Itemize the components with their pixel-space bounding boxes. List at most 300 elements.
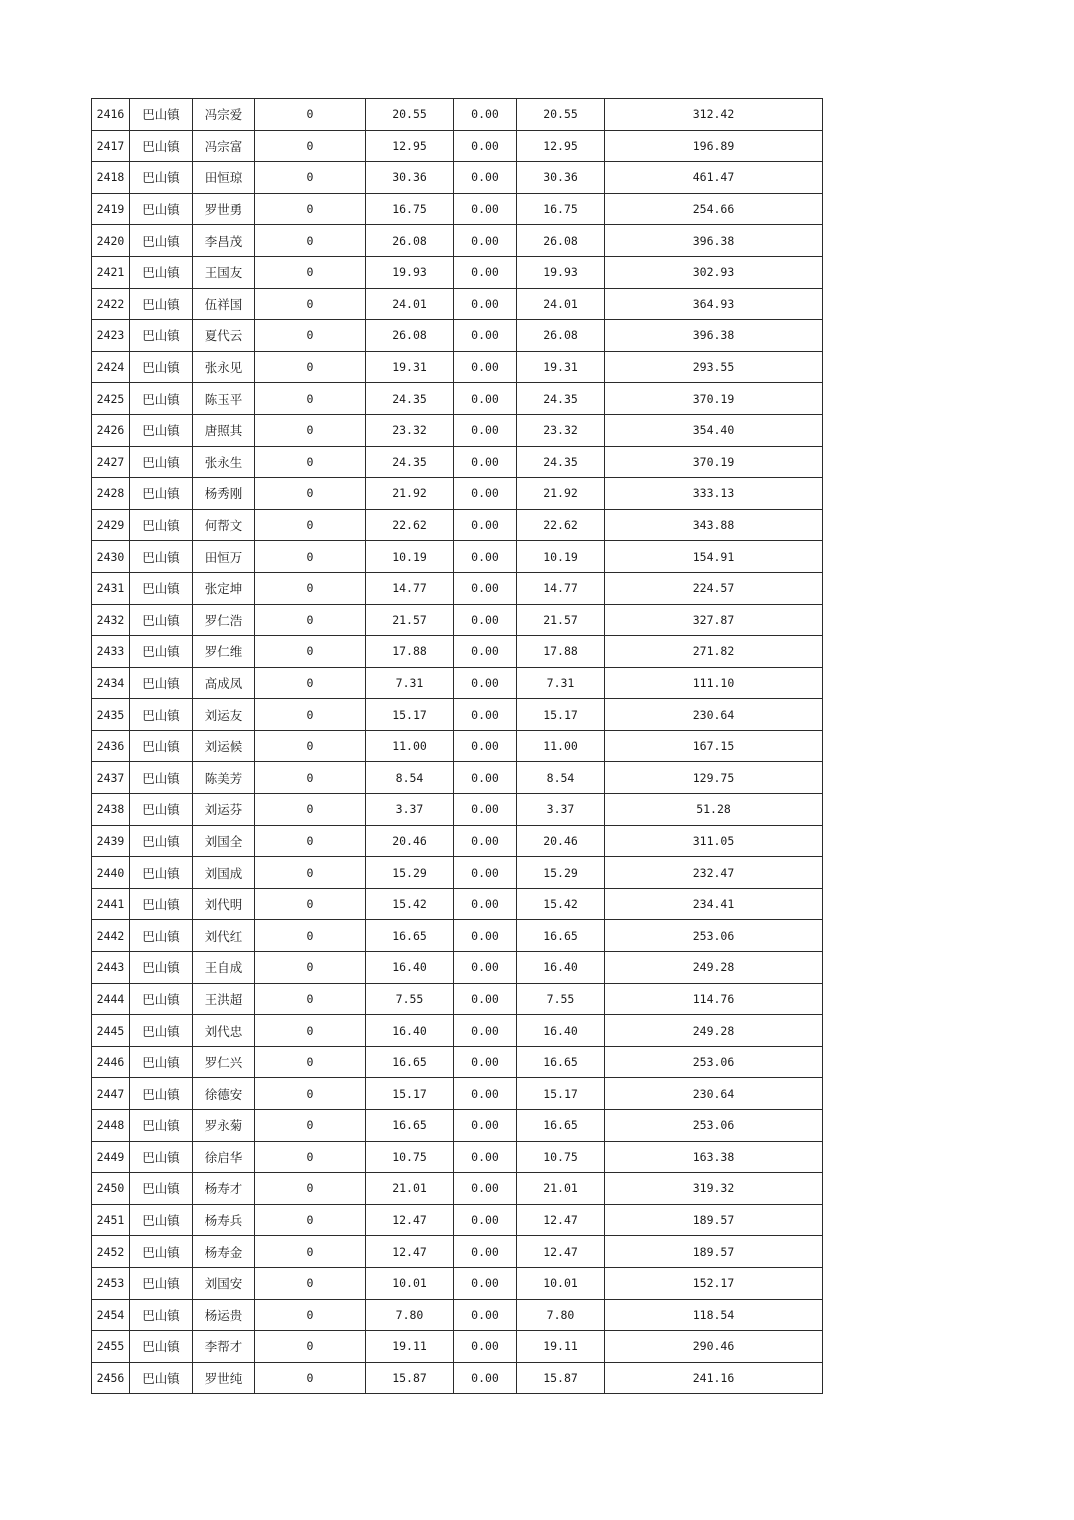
- row-number-cell: 2433: [92, 636, 130, 668]
- amount-cell: 241.16: [605, 1362, 823, 1394]
- table-row: [92, 1078, 823, 1110]
- value-b-cell: 12.95: [366, 130, 454, 162]
- value-c-cell: 0.00: [454, 1110, 517, 1142]
- value-b-cell: 15.42: [366, 888, 454, 920]
- amount-cell: 312.42: [605, 99, 823, 131]
- amount-cell: 118.54: [605, 1299, 823, 1331]
- name-cell: 刘运芬: [193, 794, 255, 826]
- table-row: [92, 446, 823, 478]
- value-b-cell: 24.35: [366, 446, 454, 478]
- town-cell: 巴山镇: [130, 1236, 193, 1268]
- value-c-cell: 0.00: [454, 193, 517, 225]
- row-number-cell: 2417: [92, 130, 130, 162]
- town-cell: 巴山镇: [130, 952, 193, 984]
- name-cell: 何帮文: [193, 509, 255, 541]
- amount-cell: 396.38: [605, 225, 823, 257]
- value-a-cell: 0: [255, 762, 366, 794]
- value-d-cell: 24.35: [517, 383, 605, 415]
- value-b-cell: 21.57: [366, 604, 454, 636]
- row-number-cell: 2447: [92, 1078, 130, 1110]
- value-c-cell: 0.00: [454, 1141, 517, 1173]
- value-a-cell: 0: [255, 1236, 366, 1268]
- value-c-cell: 0.00: [454, 1015, 517, 1047]
- value-d-cell: 19.11: [517, 1331, 605, 1363]
- value-b-cell: 16.40: [366, 952, 454, 984]
- table-row: [92, 383, 823, 415]
- value-d-cell: 26.08: [517, 320, 605, 352]
- value-b-cell: 19.93: [366, 256, 454, 288]
- name-cell: 高成凤: [193, 667, 255, 699]
- value-c-cell: 0.00: [454, 604, 517, 636]
- value-b-cell: 17.88: [366, 636, 454, 668]
- value-a-cell: 0: [255, 604, 366, 636]
- name-cell: 罗永菊: [193, 1110, 255, 1142]
- value-c-cell: 0.00: [454, 478, 517, 510]
- amount-cell: 114.76: [605, 983, 823, 1015]
- value-d-cell: 24.01: [517, 288, 605, 320]
- table-row: [92, 1267, 823, 1299]
- town-cell: 巴山镇: [130, 572, 193, 604]
- row-number-cell: 2427: [92, 446, 130, 478]
- amount-cell: 302.93: [605, 256, 823, 288]
- table-row: [92, 667, 823, 699]
- amount-cell: 189.57: [605, 1236, 823, 1268]
- value-c-cell: 0.00: [454, 699, 517, 731]
- town-cell: 巴山镇: [130, 1204, 193, 1236]
- table-row: [92, 130, 823, 162]
- value-a-cell: 0: [255, 730, 366, 762]
- town-cell: 巴山镇: [130, 1078, 193, 1110]
- name-cell: 冯宗富: [193, 130, 255, 162]
- value-d-cell: 19.31: [517, 351, 605, 383]
- value-a-cell: 0: [255, 288, 366, 320]
- value-d-cell: 15.29: [517, 857, 605, 889]
- value-c-cell: 0.00: [454, 1267, 517, 1299]
- value-d-cell: 16.40: [517, 1015, 605, 1047]
- value-b-cell: 15.17: [366, 699, 454, 731]
- value-b-cell: 7.80: [366, 1299, 454, 1331]
- value-d-cell: 16.40: [517, 952, 605, 984]
- name-cell: 刘运友: [193, 699, 255, 731]
- value-b-cell: 26.08: [366, 225, 454, 257]
- amount-cell: 290.46: [605, 1331, 823, 1363]
- row-number-cell: 2442: [92, 920, 130, 952]
- row-number-cell: 2452: [92, 1236, 130, 1268]
- value-a-cell: 0: [255, 952, 366, 984]
- amount-cell: 111.10: [605, 667, 823, 699]
- value-b-cell: 21.92: [366, 478, 454, 510]
- name-cell: 张永见: [193, 351, 255, 383]
- row-number-cell: 2419: [92, 193, 130, 225]
- name-cell: 田恒琼: [193, 162, 255, 194]
- value-b-cell: 23.32: [366, 414, 454, 446]
- value-b-cell: 19.31: [366, 351, 454, 383]
- value-d-cell: 21.92: [517, 478, 605, 510]
- value-a-cell: 0: [255, 446, 366, 478]
- row-number-cell: 2441: [92, 888, 130, 920]
- row-number-cell: 2439: [92, 825, 130, 857]
- value-b-cell: 30.36: [366, 162, 454, 194]
- value-c-cell: 0.00: [454, 99, 517, 131]
- value-c-cell: 0.00: [454, 1299, 517, 1331]
- name-cell: 徐德安: [193, 1078, 255, 1110]
- table-row: [92, 888, 823, 920]
- value-c-cell: 0.00: [454, 572, 517, 604]
- row-number-cell: 2429: [92, 509, 130, 541]
- value-b-cell: 3.37: [366, 794, 454, 826]
- amount-cell: 249.28: [605, 1015, 823, 1047]
- town-cell: 巴山镇: [130, 256, 193, 288]
- row-number-cell: 2422: [92, 288, 130, 320]
- amount-cell: 354.40: [605, 414, 823, 446]
- value-c-cell: 0.00: [454, 920, 517, 952]
- name-cell: 杨秀刚: [193, 478, 255, 510]
- amount-cell: 370.19: [605, 446, 823, 478]
- row-number-cell: 2423: [92, 320, 130, 352]
- amount-cell: 311.05: [605, 825, 823, 857]
- town-cell: 巴山镇: [130, 383, 193, 415]
- table-row: [92, 1173, 823, 1205]
- value-d-cell: 14.77: [517, 572, 605, 604]
- value-d-cell: 12.95: [517, 130, 605, 162]
- row-number-cell: 2435: [92, 699, 130, 731]
- amount-cell: 333.13: [605, 478, 823, 510]
- value-b-cell: 15.87: [366, 1362, 454, 1394]
- value-d-cell: 11.00: [517, 730, 605, 762]
- table-row: [92, 99, 823, 131]
- name-cell: 杨寿才: [193, 1173, 255, 1205]
- value-d-cell: 3.37: [517, 794, 605, 826]
- value-d-cell: 17.88: [517, 636, 605, 668]
- value-a-cell: 0: [255, 414, 366, 446]
- value-b-cell: 7.55: [366, 983, 454, 1015]
- row-number-cell: 2426: [92, 414, 130, 446]
- town-cell: 巴山镇: [130, 193, 193, 225]
- value-a-cell: 0: [255, 1204, 366, 1236]
- town-cell: 巴山镇: [130, 604, 193, 636]
- value-d-cell: 22.62: [517, 509, 605, 541]
- value-a-cell: 0: [255, 1331, 366, 1363]
- name-cell: 刘运候: [193, 730, 255, 762]
- value-d-cell: 12.47: [517, 1236, 605, 1268]
- amount-cell: 232.47: [605, 857, 823, 889]
- name-cell: 张永生: [193, 446, 255, 478]
- amount-cell: 253.06: [605, 920, 823, 952]
- value-b-cell: 15.29: [366, 857, 454, 889]
- row-number-cell: 2424: [92, 351, 130, 383]
- value-d-cell: 30.36: [517, 162, 605, 194]
- value-a-cell: 0: [255, 1046, 366, 1078]
- amount-cell: 319.32: [605, 1173, 823, 1205]
- value-c-cell: 0.00: [454, 667, 517, 699]
- name-cell: 刘国安: [193, 1267, 255, 1299]
- value-d-cell: 21.01: [517, 1173, 605, 1205]
- value-d-cell: 15.17: [517, 699, 605, 731]
- name-cell: 罗仁浩: [193, 604, 255, 636]
- table-row: [92, 1362, 823, 1394]
- value-d-cell: 24.35: [517, 446, 605, 478]
- value-b-cell: 12.47: [366, 1236, 454, 1268]
- value-c-cell: 0.00: [454, 762, 517, 794]
- table-row: [92, 825, 823, 857]
- table-row: [92, 1236, 823, 1268]
- value-a-cell: 0: [255, 983, 366, 1015]
- value-c-cell: 0.00: [454, 509, 517, 541]
- row-number-cell: 2444: [92, 983, 130, 1015]
- table-row: [92, 730, 823, 762]
- name-cell: 刘国全: [193, 825, 255, 857]
- value-b-cell: 14.77: [366, 572, 454, 604]
- table-row: [92, 857, 823, 889]
- value-a-cell: 0: [255, 1173, 366, 1205]
- value-d-cell: 8.54: [517, 762, 605, 794]
- town-cell: 巴山镇: [130, 920, 193, 952]
- amount-cell: 234.41: [605, 888, 823, 920]
- amount-cell: 271.82: [605, 636, 823, 668]
- table-row: [92, 162, 823, 194]
- value-c-cell: 0.00: [454, 1236, 517, 1268]
- name-cell: 伍祥国: [193, 288, 255, 320]
- value-c-cell: 0.00: [454, 636, 517, 668]
- town-cell: 巴山镇: [130, 288, 193, 320]
- value-b-cell: 7.31: [366, 667, 454, 699]
- value-a-cell: 0: [255, 1078, 366, 1110]
- table-row: [92, 699, 823, 731]
- value-d-cell: 10.01: [517, 1267, 605, 1299]
- amount-cell: 370.19: [605, 383, 823, 415]
- value-d-cell: 7.31: [517, 667, 605, 699]
- value-c-cell: 0.00: [454, 351, 517, 383]
- name-cell: 罗世勇: [193, 193, 255, 225]
- amount-cell: 254.66: [605, 193, 823, 225]
- town-cell: 巴山镇: [130, 794, 193, 826]
- name-cell: 王自成: [193, 952, 255, 984]
- value-c-cell: 0.00: [454, 320, 517, 352]
- amount-cell: 51.28: [605, 794, 823, 826]
- row-number-cell: 2449: [92, 1141, 130, 1173]
- row-number-cell: 2420: [92, 225, 130, 257]
- town-cell: 巴山镇: [130, 636, 193, 668]
- name-cell: 王国友: [193, 256, 255, 288]
- value-c-cell: 0.00: [454, 130, 517, 162]
- table-row: [92, 572, 823, 604]
- value-a-cell: 0: [255, 667, 366, 699]
- name-cell: 李昌茂: [193, 225, 255, 257]
- row-number-cell: 2455: [92, 1331, 130, 1363]
- value-d-cell: 10.75: [517, 1141, 605, 1173]
- value-b-cell: 16.65: [366, 1110, 454, 1142]
- town-cell: 巴山镇: [130, 320, 193, 352]
- amount-cell: 230.64: [605, 1078, 823, 1110]
- value-d-cell: 16.75: [517, 193, 605, 225]
- value-a-cell: 0: [255, 99, 366, 131]
- value-b-cell: 26.08: [366, 320, 454, 352]
- name-cell: 陈玉平: [193, 383, 255, 415]
- value-c-cell: 0.00: [454, 1046, 517, 1078]
- amount-cell: 253.06: [605, 1110, 823, 1142]
- name-cell: 刘国成: [193, 857, 255, 889]
- value-c-cell: 0.00: [454, 288, 517, 320]
- row-number-cell: 2431: [92, 572, 130, 604]
- value-b-cell: 21.01: [366, 1173, 454, 1205]
- value-a-cell: 0: [255, 256, 366, 288]
- name-cell: 李帮才: [193, 1331, 255, 1363]
- row-number-cell: 2446: [92, 1046, 130, 1078]
- value-d-cell: 15.17: [517, 1078, 605, 1110]
- town-cell: 巴山镇: [130, 857, 193, 889]
- town-cell: 巴山镇: [130, 1046, 193, 1078]
- name-cell: 夏代云: [193, 320, 255, 352]
- name-cell: 张定坤: [193, 572, 255, 604]
- table-row: [92, 1299, 823, 1331]
- value-a-cell: 0: [255, 857, 366, 889]
- row-number-cell: 2443: [92, 952, 130, 984]
- value-d-cell: 15.87: [517, 1362, 605, 1394]
- table-row: [92, 636, 823, 668]
- table-row: [92, 541, 823, 573]
- value-c-cell: 0.00: [454, 983, 517, 1015]
- value-a-cell: 0: [255, 1299, 366, 1331]
- town-cell: 巴山镇: [130, 414, 193, 446]
- value-a-cell: 0: [255, 1362, 366, 1394]
- value-d-cell: 26.08: [517, 225, 605, 257]
- amount-cell: 163.38: [605, 1141, 823, 1173]
- town-cell: 巴山镇: [130, 699, 193, 731]
- value-a-cell: 0: [255, 478, 366, 510]
- name-cell: 王洪超: [193, 983, 255, 1015]
- value-c-cell: 0.00: [454, 888, 517, 920]
- row-number-cell: 2432: [92, 604, 130, 636]
- amount-cell: 196.89: [605, 130, 823, 162]
- amount-cell: 343.88: [605, 509, 823, 541]
- town-cell: 巴山镇: [130, 1015, 193, 1047]
- town-cell: 巴山镇: [130, 1362, 193, 1394]
- value-d-cell: 15.42: [517, 888, 605, 920]
- value-a-cell: 0: [255, 225, 366, 257]
- row-number-cell: 2450: [92, 1173, 130, 1205]
- row-number-cell: 2456: [92, 1362, 130, 1394]
- amount-cell: 249.28: [605, 952, 823, 984]
- value-a-cell: 0: [255, 509, 366, 541]
- name-cell: 唐照其: [193, 414, 255, 446]
- row-number-cell: 2438: [92, 794, 130, 826]
- town-cell: 巴山镇: [130, 762, 193, 794]
- value-c-cell: 0.00: [454, 1331, 517, 1363]
- value-c-cell: 0.00: [454, 225, 517, 257]
- value-c-cell: 0.00: [454, 1078, 517, 1110]
- town-cell: 巴山镇: [130, 99, 193, 131]
- value-c-cell: 0.00: [454, 414, 517, 446]
- value-d-cell: 12.47: [517, 1204, 605, 1236]
- value-c-cell: 0.00: [454, 857, 517, 889]
- value-d-cell: 20.46: [517, 825, 605, 857]
- value-b-cell: 16.65: [366, 920, 454, 952]
- table-row: [92, 952, 823, 984]
- row-number-cell: 2421: [92, 256, 130, 288]
- amount-cell: 230.64: [605, 699, 823, 731]
- value-d-cell: 21.57: [517, 604, 605, 636]
- town-cell: 巴山镇: [130, 446, 193, 478]
- row-number-cell: 2445: [92, 1015, 130, 1047]
- table-row: [92, 1331, 823, 1363]
- table-row: [92, 1046, 823, 1078]
- value-b-cell: 10.19: [366, 541, 454, 573]
- name-cell: 罗仁兴: [193, 1046, 255, 1078]
- value-b-cell: 19.11: [366, 1331, 454, 1363]
- value-d-cell: 19.93: [517, 256, 605, 288]
- name-cell: 罗世纯: [193, 1362, 255, 1394]
- amount-cell: 224.57: [605, 572, 823, 604]
- row-number-cell: 2454: [92, 1299, 130, 1331]
- value-a-cell: 0: [255, 320, 366, 352]
- row-number-cell: 2434: [92, 667, 130, 699]
- row-number-cell: 2440: [92, 857, 130, 889]
- row-number-cell: 2451: [92, 1204, 130, 1236]
- value-b-cell: 12.47: [366, 1204, 454, 1236]
- name-cell: 刘代忠: [193, 1015, 255, 1047]
- table-row: [92, 1141, 823, 1173]
- amount-cell: 154.91: [605, 541, 823, 573]
- value-a-cell: 0: [255, 920, 366, 952]
- table-row: [92, 1015, 823, 1047]
- table-row: [92, 1204, 823, 1236]
- table-row: [92, 794, 823, 826]
- town-cell: 巴山镇: [130, 225, 193, 257]
- table-row: [92, 920, 823, 952]
- amount-cell: 253.06: [605, 1046, 823, 1078]
- value-b-cell: 10.01: [366, 1267, 454, 1299]
- value-a-cell: 0: [255, 130, 366, 162]
- town-cell: 巴山镇: [130, 509, 193, 541]
- value-a-cell: 0: [255, 1015, 366, 1047]
- value-c-cell: 0.00: [454, 952, 517, 984]
- row-number-cell: 2437: [92, 762, 130, 794]
- amount-cell: 461.47: [605, 162, 823, 194]
- value-a-cell: 0: [255, 572, 366, 604]
- value-c-cell: 0.00: [454, 541, 517, 573]
- value-b-cell: 20.46: [366, 825, 454, 857]
- value-b-cell: 16.65: [366, 1046, 454, 1078]
- amount-cell: 152.17: [605, 1267, 823, 1299]
- name-cell: 刘代明: [193, 888, 255, 920]
- amount-cell: 189.57: [605, 1204, 823, 1236]
- value-c-cell: 0.00: [454, 794, 517, 826]
- value-b-cell: 16.75: [366, 193, 454, 225]
- value-b-cell: 20.55: [366, 99, 454, 131]
- value-b-cell: 16.40: [366, 1015, 454, 1047]
- value-a-cell: 0: [255, 162, 366, 194]
- value-a-cell: 0: [255, 541, 366, 573]
- town-cell: 巴山镇: [130, 130, 193, 162]
- value-a-cell: 0: [255, 383, 366, 415]
- town-cell: 巴山镇: [130, 478, 193, 510]
- value-d-cell: 20.55: [517, 99, 605, 131]
- table-row: [92, 288, 823, 320]
- value-b-cell: 10.75: [366, 1141, 454, 1173]
- town-cell: 巴山镇: [130, 730, 193, 762]
- table-row: [92, 351, 823, 383]
- town-cell: 巴山镇: [130, 1331, 193, 1363]
- table-row: [92, 762, 823, 794]
- value-c-cell: 0.00: [454, 825, 517, 857]
- value-d-cell: 10.19: [517, 541, 605, 573]
- town-cell: 巴山镇: [130, 1173, 193, 1205]
- row-number-cell: 2436: [92, 730, 130, 762]
- table-row: [92, 604, 823, 636]
- row-number-cell: 2453: [92, 1267, 130, 1299]
- table-row: [92, 983, 823, 1015]
- value-b-cell: 22.62: [366, 509, 454, 541]
